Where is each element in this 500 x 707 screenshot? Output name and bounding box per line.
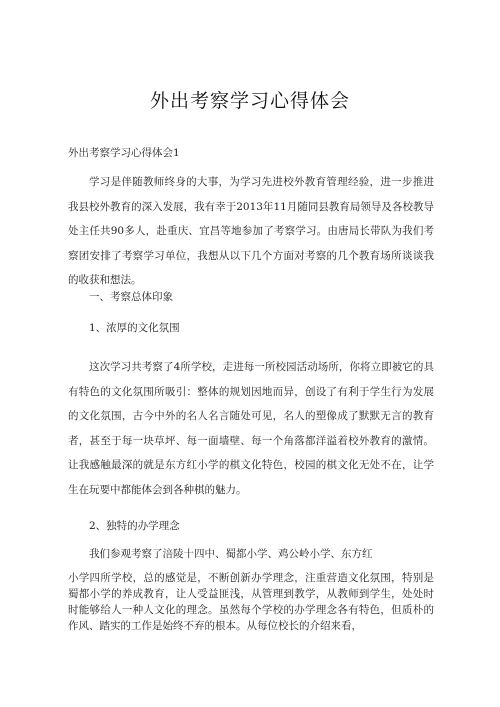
paragraph-intro: 学习是伴随教师终身的大事，为学习先进校外教育管理经验，进一步推进我县校外教育的深入发展，我有幸于2013年11月随同县教育局领导及各校教导处主任共90多人，赴重庆、宜昌等地参加了考察学习。由唐局长带队为我们考察团安排了考察学习单位，我想从以下几个方面对考察的几个教育场所谈谈我的收获和想法。 xyxy=(68,176,434,286)
paragraph-philosophy-lead: 我们参观考察了涪陵十四中、蜀都小学、鸡公岭小学、东方红 xyxy=(89,548,373,560)
subsection-heading-philosophy: 2、独特的办学理念 xyxy=(89,520,180,532)
paragraph-culture: 这次学习共考察了4所学校，走进每一所校园活动场所，你将立即被它的具有特色的文化氛围所吸引：整体的规划因地而异，创设了有利于学生行为发展的文化氛围，古今中外的名人名言随处可见，名人的塑像成了默默无言的教育者，甚至于每一块草坪、每一面墙壁、每一个角落都洋溢着校外教育的激情。让我感触最深的就是东方红小学的棋文化特色，校园的棋文化无处不在，让学生在玩要中都能体会到各种棋的魅力。 xyxy=(68,361,434,496)
document-subtitle: 外出考察学习心得体会1 xyxy=(68,147,180,159)
subsection-heading-culture: 1、浓厚的文化氛围 xyxy=(89,322,180,334)
document-title: 外出考察学习心得体会 xyxy=(149,90,350,112)
paragraph-philosophy-body: 小学四所学校，总的感觉是，不断创新办学理念，注重营造文化氛围，特别是蜀都小学的养成教育，让人受益匪浅，从管理到教学，从教师到学生，处处时时能够给人一种人文化的理念。虽然每个学校的办学理念各有特色，但质朴的作风、踏实的工作是始终不弃的根本。从每位校长的介绍来看， xyxy=(68,572,434,632)
section-heading-overview: 一、考察总体印象 xyxy=(89,291,173,303)
